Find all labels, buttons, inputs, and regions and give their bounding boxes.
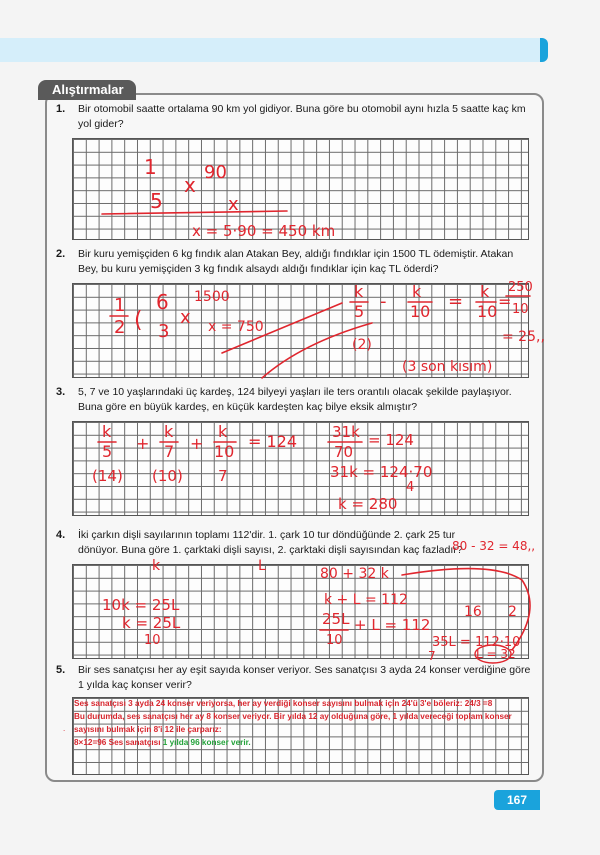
question-4-text: İki çarkın dişli sayılarının toplamı 112'dir. 1. çark 10 tur döndüğünde 2. çark 25 tur dönüyor. Buna göre 1. çarktaki dişli sayısı, 2. çarktaki dişli sayısından kaç fazladır? [78,529,463,556]
svg-text:35L = 112·10: 35L = 112·10 [432,635,521,650]
svg-text:k: k [412,282,422,301]
question-1-text: Bir otomobil saatte ortalama 90 km yol gidiyor. Buna göre bu otomobil aynı hızla 5 saatte kaç km yol gider? [78,103,526,130]
svg-text:k = 280: k = 280 [338,495,398,513]
svg-text:x = 5·90 = 450 km: x = 5·90 = 450 km [192,222,336,240]
svg-text:80 + 32 k: 80 + 32 k [320,566,389,582]
svg-text:5: 5 [354,302,365,321]
question-2-text: Bir kuru yemişçiden 6 kg fındık alan Atakan Bey, aldığı fındıklar için 1500 TL ödemiştir. Atakan Bey, bu kuru yemişçiden 3 kg fındık alsaydı aldığı fındıklar için kaç TL öderdi? [78,248,514,275]
answer-line-4-red: 8×12=96 Ses sanatçısı [74,738,163,747]
svg-text:x: x [180,307,191,328]
svg-text:7: 7 [218,467,228,485]
svg-text:1500: 1500 [194,289,230,305]
svg-text:(: ( [134,308,143,333]
question-1-number: 1. [56,103,66,115]
svg-text:80 - 32 = 48,,: 80 - 32 = 48,, [452,539,536,553]
svg-text:90: 90 [204,162,227,183]
svg-text:k: k [480,282,490,301]
question-2-handwriting [72,280,545,376]
svg-text:31k: 31k [332,423,360,441]
svg-text:=: = [498,292,512,311]
answer-line-3: sayısını bulmak için 8'i 12 ile çarparız: [74,725,222,734]
svg-text:(2): (2) [352,337,372,353]
answer-line-4-green: 1 yılda 96 konser verir. [162,738,251,747]
question-3-number: 3. [56,386,66,398]
svg-text:10: 10 [410,302,431,321]
svg-text:250: 250 [508,280,533,295]
question-5-answer [74,697,529,749]
svg-text:1: 1 [114,295,126,316]
svg-text:31k = 124·70: 31k = 124·70 [330,463,433,481]
svg-text:(14): (14) [92,467,123,485]
question-3-text: 5, 7 ve 10 yaşlarındaki üç kardeş, 124 bilyeyi yaşları ile ters orantılı olacak şekilde paylaşıyor. Buna göre en büyük kardeş, en küçük kardeşten kaç bilye eksik almıştır? [78,386,512,413]
svg-text:6: 6 [156,290,169,314]
svg-text:10: 10 [214,442,235,461]
answer-line-4 [74,736,529,749]
question-5-number: 5. [56,664,66,676]
question-1-handwriting [72,138,527,238]
svg-text:+: + [136,434,150,453]
svg-text:(3 son kısım): (3 son kısım) [402,359,493,375]
svg-text:x = 750: x = 750 [208,319,264,335]
svg-text:1: 1 [144,155,157,179]
question-4-number: 4. [56,529,66,541]
section-title: Alıştırmalar [38,80,136,100]
svg-text:L = 32: L = 32 [476,647,516,661]
svg-text:5: 5 [150,189,163,213]
question-5-text: Bir ses sanatçısı her ay eşit sayıda konser veriyor. Ses sanatçısı 3 ayda 24 konser verdiğine göre 1 yılda kaç konser verir? [78,664,531,691]
svg-text:10: 10 [512,302,529,317]
svg-text:L: L [258,558,266,574]
svg-text:7: 7 [164,442,175,461]
svg-text:16: 16 [464,604,482,620]
svg-text:5: 5 [102,442,113,461]
svg-text:10k = 25L: 10k = 25L [102,596,180,614]
svg-text:= 25,,: = 25,, [502,329,545,345]
svg-text:10: 10 [326,633,343,648]
svg-text:=: = [448,291,464,312]
svg-text:10: 10 [144,633,161,648]
svg-text:(10): (10) [152,467,183,485]
svg-text:3: 3 [158,321,170,342]
svg-text:k: k [102,422,112,441]
page-number: 167 [494,790,540,810]
svg-text:2: 2 [114,317,126,338]
svg-text:x: x [184,173,196,197]
svg-text:k: k [218,422,228,441]
svg-text:+: + [190,434,204,453]
svg-text:= 124: = 124 [368,431,414,449]
svg-text:7: 7 [428,649,436,663]
answer-dot: . [63,724,66,733]
svg-text:k: k [152,558,161,574]
answer-line-2: Bu durumda, ses sanatçısı her ay 8 konser veriyor. Bir yılda 12 ay olduğuna göre, 1 yılda vereceği toplam konser [74,712,512,721]
svg-text:+ L = 112: + L = 112 [354,616,431,634]
svg-text:x: x [228,194,239,215]
svg-text:k + L = 112: k + L = 112 [324,592,408,608]
svg-text:= 124: = 124 [248,432,298,451]
question-2-number: 2. [56,248,66,260]
svg-text:-: - [380,291,387,312]
question-3-handwriting [72,421,527,514]
top-color-band [0,38,548,62]
svg-text:25L: 25L [322,610,350,628]
svg-text:k: k [354,282,364,301]
svg-text:4: 4 [406,480,415,495]
svg-text:k: k [164,422,174,441]
answer-line-1: Ses sanatçısı 3 ayda 24 konser veriyorsa, her ay verdiği konser sayısını bulmak için 24'ü 3'e böleriz: 24/3 =8 [74,699,493,708]
svg-text:k = 25L: k = 25L [122,614,181,632]
svg-text:10: 10 [477,302,498,321]
svg-text:70: 70 [334,443,354,461]
svg-text:2: 2 [508,604,517,620]
